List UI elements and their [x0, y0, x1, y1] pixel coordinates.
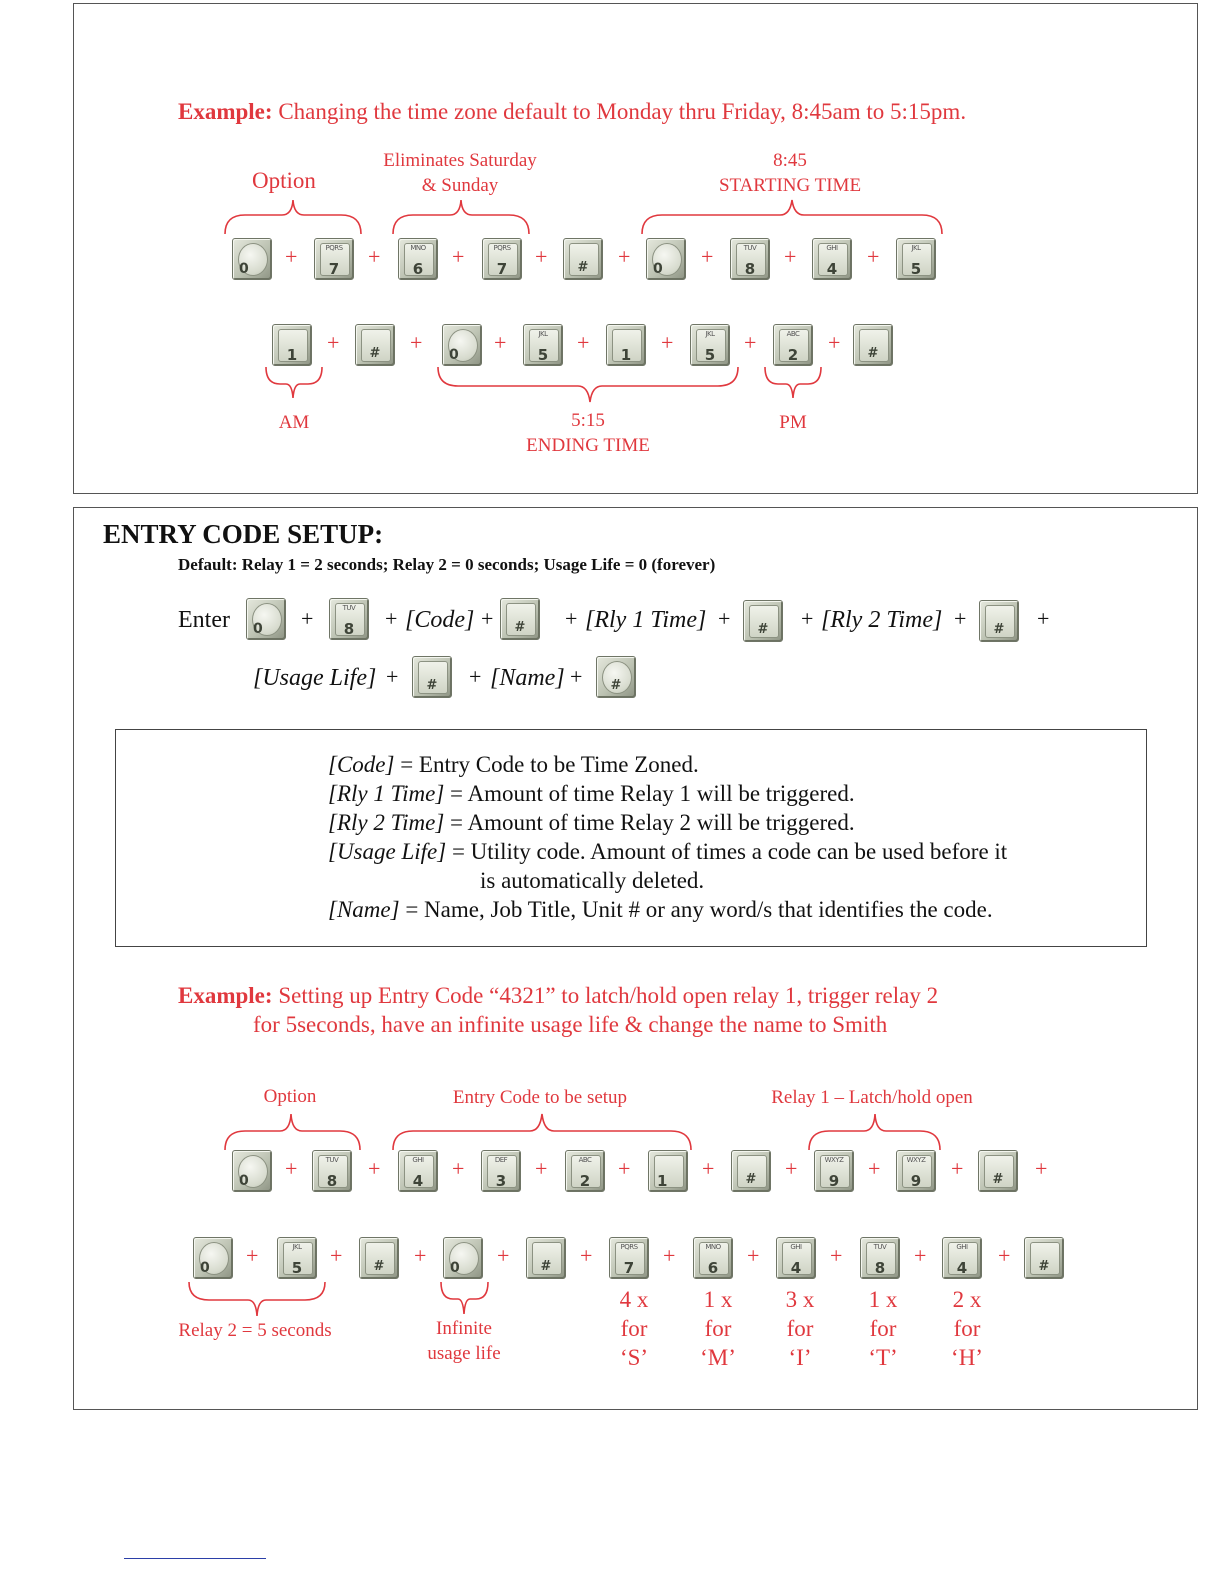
key-hash[interactable]	[526, 1237, 566, 1279]
key-8[interactable]	[312, 1150, 352, 1192]
key-digit: 8	[326, 1172, 338, 1190]
section-title: ENTRY CODE SETUP:	[103, 519, 384, 549]
plus-sign: +	[386, 664, 399, 689]
key-digit: 4	[956, 1259, 968, 1277]
example2-heading: Example: Setting up Entry Code “4321” to latch/hold open relay 1, trigger relay 2	[178, 983, 939, 1008]
key-digit: 8	[744, 260, 756, 278]
plus-sign: +	[747, 1243, 760, 1268]
plus-sign: +	[830, 1243, 843, 1268]
plus-sign: +	[535, 244, 548, 269]
relay2-brace	[189, 1282, 325, 1316]
plus-sign: +	[385, 606, 398, 631]
key-hash[interactable]	[1024, 1237, 1064, 1279]
count-s: 4 x for ‘S’	[619, 1287, 649, 1370]
count-m: 1 x for ‘M’	[700, 1287, 736, 1370]
key-letters: WXYZ	[824, 1156, 844, 1164]
usage-field: [Usage Life]	[253, 665, 377, 691]
key-6[interactable]	[693, 1237, 733, 1279]
key-letters: JKL	[292, 1243, 302, 1251]
key-digit: 2	[579, 1172, 591, 1190]
count-i: 3 x for ‘I’	[785, 1287, 815, 1370]
key-digit: 0	[653, 261, 663, 277]
name-field: [Name]	[490, 665, 565, 691]
code-field: [Code]	[405, 607, 475, 633]
plus-sign: +	[580, 1243, 593, 1268]
plus-sign: +	[246, 1243, 259, 1268]
plus-sign: +	[565, 606, 578, 631]
plus-sign: +	[618, 244, 631, 269]
key-digit: 5	[291, 1259, 303, 1277]
key-0[interactable]	[443, 1237, 483, 1279]
key-digit: 6	[707, 1259, 719, 1277]
key-4[interactable]	[942, 1237, 982, 1279]
key-9[interactable]	[814, 1150, 854, 1192]
plus-sign: +	[469, 664, 482, 689]
key-digit: 7	[623, 1259, 635, 1277]
plus-sign: +	[718, 606, 731, 631]
key-digit: #	[745, 1172, 757, 1187]
plus-sign: +	[414, 1243, 427, 1268]
key-letters: PQRS	[493, 244, 511, 252]
plus-sign: +	[368, 244, 381, 269]
key-digit: 7	[328, 260, 340, 278]
key-digit: 3	[495, 1172, 507, 1190]
option2-annotation: Option	[263, 1086, 317, 1107]
key-hash[interactable]	[978, 1150, 1018, 1192]
footnote-rule	[124, 1558, 266, 1559]
key-digit: 1	[620, 346, 632, 364]
key-letters: GHI	[826, 244, 838, 252]
key-digit: #	[369, 346, 381, 361]
plus-sign: +	[744, 330, 757, 355]
key-letters: TUV	[873, 1243, 887, 1251]
key-digit: 2	[787, 346, 799, 364]
option-annotation: Option	[252, 168, 316, 193]
plus-sign: +	[452, 244, 465, 269]
key-letters: PQRS	[620, 1243, 638, 1251]
key-2[interactable]	[565, 1150, 605, 1192]
key-digit: #	[540, 1259, 552, 1274]
plus-sign: +	[535, 1156, 548, 1181]
key-9[interactable]	[896, 1150, 936, 1192]
key-digit: #	[610, 678, 622, 693]
plus-sign: +	[951, 1156, 964, 1181]
key-hash[interactable]	[359, 1237, 399, 1279]
key-digit: 4	[826, 260, 838, 278]
plus-sign: +	[618, 1156, 631, 1181]
plus-sign: +	[801, 606, 814, 631]
infinite-brace	[441, 1282, 488, 1314]
relay1-brace	[809, 1114, 940, 1150]
plus-sign: +	[368, 1156, 381, 1181]
option2-brace	[225, 1114, 360, 1150]
key-letters: GHI	[412, 1156, 424, 1164]
key-digit: #	[373, 1259, 385, 1274]
key-digit: 5	[537, 346, 549, 364]
plus-sign: +	[285, 244, 298, 269]
plus-sign: +	[285, 1156, 298, 1181]
key-digit: 9	[910, 1172, 922, 1190]
relay1-annotation: Relay 1 – Latch/hold open	[771, 1087, 973, 1108]
key-digit: #	[514, 620, 526, 635]
default-text: Default: Relay 1 = 2 seconds; Relay 2 = 0 seconds; Usage Life = 0 (forever)	[178, 555, 716, 574]
plus-sign: +	[868, 1156, 881, 1181]
key-digit: 0	[450, 1260, 460, 1276]
legend-code: [Code] = Entry Code to be Time Zoned.	[328, 752, 699, 777]
key-digit: 4	[790, 1259, 802, 1277]
eliminates-annotation: Eliminates Saturday & Sunday	[383, 150, 537, 196]
key-5[interactable]	[277, 1237, 317, 1279]
key-0[interactable]	[232, 1150, 272, 1192]
key-digit: 1	[286, 346, 298, 364]
key-digit: #	[1038, 1259, 1050, 1274]
plus-sign: +	[661, 330, 674, 355]
key-digit: 9	[828, 1172, 840, 1190]
key-digit: 6	[412, 260, 424, 278]
key-digit: 5	[910, 260, 922, 278]
key-digit: 4	[412, 1172, 424, 1190]
example1-label: Example:	[178, 99, 273, 124]
key-letters: JKL	[705, 330, 715, 338]
ending-time-annotation: 5:15 ENDING TIME	[526, 410, 650, 456]
key-letters: TUV	[342, 604, 356, 612]
key-letters: MNO	[410, 244, 426, 252]
key-digit: 0	[239, 1173, 249, 1189]
plus-sign: +	[481, 606, 494, 631]
key-digit: 5	[704, 346, 716, 364]
plus-sign: +	[330, 1243, 343, 1268]
plus-sign: +	[327, 330, 340, 355]
key-digit: #	[757, 622, 769, 637]
rly1-field: [Rly 1 Time]	[585, 607, 707, 633]
am-annotation: AM	[278, 412, 310, 433]
key-digit: #	[577, 260, 589, 275]
key-letters: TUV	[743, 244, 757, 252]
plus-sign: +	[494, 330, 507, 355]
key-hash[interactable]	[731, 1150, 771, 1192]
key-digit: 1	[657, 1172, 668, 1190]
key-digit: 0	[449, 347, 459, 363]
entry-code-annotation: Entry Code to be setup	[452, 1087, 628, 1108]
key-letters: ABC	[786, 330, 800, 338]
plus-sign: +	[828, 330, 841, 355]
legend-name: [Name] = Name, Job Title, Unit # or any word/s that identifies the code.	[328, 897, 993, 922]
key-0[interactable]	[193, 1237, 233, 1279]
key-letters: DEF	[494, 1156, 508, 1164]
key-3[interactable]	[481, 1150, 521, 1192]
starting-time-annotation: 8:45 STARTING TIME	[718, 150, 862, 196]
key-letters: JKL	[538, 330, 548, 338]
example2-heading-line2: for 5seconds, have an infinite usage life & change the name to Smith	[253, 1012, 888, 1037]
key-digit: #	[993, 622, 1005, 637]
pm-annotation: PM	[779, 412, 807, 433]
key-digit: #	[992, 1172, 1004, 1187]
count-t: 1 x for ‘T’	[868, 1287, 898, 1370]
plus-sign: +	[1035, 1156, 1048, 1181]
legend-rly1: [Rly 1 Time] = Amount of time Relay 1 will be triggered.	[328, 781, 855, 806]
key-4[interactable]	[398, 1150, 438, 1192]
key-digit: 0	[253, 621, 263, 637]
example1-text: Changing the time zone default to Monday thru Friday, 8:45am to 5:15pm.	[272, 99, 967, 124]
plus-sign: +	[577, 330, 590, 355]
infinite-annotation: Infinite usage life	[427, 1318, 501, 1364]
enter-label: Enter	[178, 607, 230, 633]
key-letters: MNO	[705, 1243, 721, 1251]
key-1[interactable]	[648, 1150, 688, 1192]
key-letters: JKL	[911, 244, 921, 252]
plus-sign: +	[784, 244, 797, 269]
relay2-annotation: Relay 2 = 5 seconds	[178, 1320, 332, 1341]
key-digit: 7	[496, 260, 508, 278]
key-digit: #	[426, 678, 438, 693]
plus-sign: +	[702, 1156, 715, 1181]
plus-sign: +	[998, 1243, 1011, 1268]
plus-sign: +	[497, 1243, 510, 1268]
key-8[interactable]	[860, 1237, 900, 1279]
legend-usage-cont: is automatically deleted.	[480, 868, 705, 893]
legend-usage: [Usage Life] = Utility code. Amount of times a code can be used before it	[328, 839, 1008, 864]
plus-sign: +	[452, 1156, 465, 1181]
legend-rly2: [Rly 2 Time] = Amount of time Relay 2 will be triggered.	[328, 810, 855, 835]
key-digit: #	[867, 346, 879, 361]
key-letters: GHI	[956, 1243, 968, 1251]
plus-sign: +	[301, 606, 314, 631]
plus-sign: +	[570, 664, 583, 689]
key-letters: PQRS	[325, 244, 343, 252]
key-7[interactable]	[609, 1237, 649, 1279]
plus-sign: +	[1037, 606, 1050, 631]
plus-sign: +	[701, 244, 714, 269]
plus-sign: +	[785, 1156, 798, 1181]
entry-code-brace	[393, 1114, 691, 1150]
plus-sign: +	[914, 1243, 927, 1268]
key-4[interactable]	[776, 1237, 816, 1279]
plus-sign: +	[663, 1243, 676, 1268]
key-digit: 0	[200, 1260, 210, 1276]
key-digit: 0	[239, 261, 249, 277]
count-h: 2 x for ‘H’	[951, 1287, 983, 1370]
plus-sign: +	[867, 244, 880, 269]
key-letters: ABC	[578, 1156, 592, 1164]
key-letters: WXYZ	[906, 1156, 926, 1164]
rly2-field: [Rly 2 Time]	[821, 607, 943, 633]
plus-sign: +	[954, 606, 967, 631]
key-letters: GHI	[790, 1243, 802, 1251]
key-digit: 8	[874, 1259, 886, 1277]
key-letters: TUV	[325, 1156, 339, 1164]
key-digit: 8	[343, 620, 355, 638]
plus-sign: +	[410, 330, 423, 355]
